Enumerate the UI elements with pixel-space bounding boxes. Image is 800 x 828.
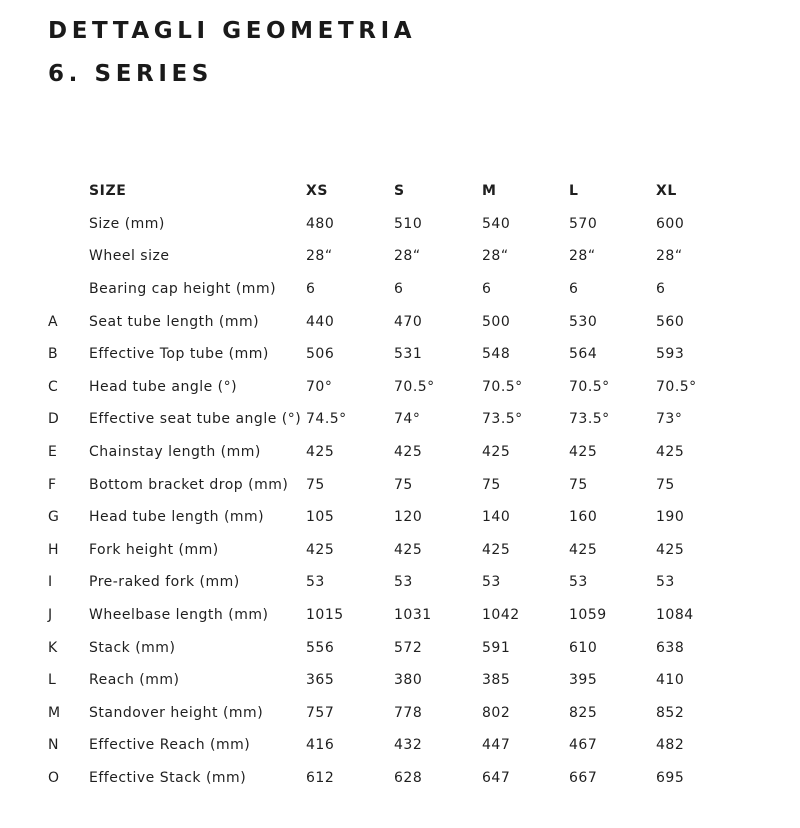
- cell-s: 75: [394, 476, 413, 493]
- cell-l: 53: [569, 574, 588, 591]
- table-row: [40, 371, 736, 404]
- cell-xs: 28“: [306, 248, 333, 265]
- cell-l: 425: [569, 541, 598, 558]
- cell-s: 425: [394, 444, 423, 461]
- cell-l: 395: [569, 672, 598, 689]
- row-label: Wheel size: [89, 248, 170, 265]
- cell-m: 425: [482, 541, 511, 558]
- row-letter: K: [48, 639, 58, 656]
- row-letter: I: [48, 574, 53, 591]
- cell-xl: 6: [656, 281, 666, 298]
- row-label: Effective Stack (mm): [89, 769, 247, 786]
- cell-xl: 600: [656, 215, 685, 232]
- row-letter: E: [48, 444, 58, 461]
- cell-xs: 757: [306, 704, 335, 721]
- cell-l: 6: [569, 281, 579, 298]
- row-label: Stack (mm): [89, 639, 176, 656]
- page-subtitle: 6. SERIES: [48, 61, 213, 87]
- row-label: Effective Reach (mm): [89, 737, 251, 754]
- cell-m: 75: [482, 476, 501, 493]
- cell-xl: 425: [656, 541, 685, 558]
- row-label: Head tube length (mm): [89, 509, 265, 526]
- cell-xs: 74.5°: [306, 411, 347, 428]
- cell-s: 28“: [394, 248, 421, 265]
- header-s: S: [394, 183, 405, 200]
- cell-xl: 695: [656, 769, 685, 786]
- cell-m: 140: [482, 509, 511, 526]
- cell-l: 73.5°: [569, 411, 610, 428]
- cell-m: 73.5°: [482, 411, 523, 428]
- table-row: [40, 403, 736, 436]
- table-row: [40, 697, 736, 730]
- header-l: L: [569, 183, 579, 200]
- row-letter: [40, 273, 89, 306]
- cell-s: 1031: [394, 607, 432, 624]
- cell-s: 6: [394, 281, 404, 298]
- cell-xs: 75: [306, 476, 325, 493]
- cell-l: 610: [569, 639, 598, 656]
- row-letter: L: [48, 672, 57, 689]
- cell-m: 70.5°: [482, 378, 523, 395]
- cell-xl: 53: [656, 574, 675, 591]
- cell-xl: 410: [656, 672, 685, 689]
- row-letter: [40, 208, 89, 241]
- cell-s: 70.5°: [394, 378, 435, 395]
- cell-s: 380: [394, 672, 423, 689]
- cell-xs: 506: [306, 346, 335, 363]
- row-label: Wheelbase length (mm): [89, 607, 269, 624]
- cell-m: 6: [482, 281, 492, 298]
- cell-xl: 560: [656, 313, 685, 330]
- row-letter: F: [48, 476, 57, 493]
- row-label: Effective seat tube angle (°): [89, 411, 302, 428]
- cell-xs: 365: [306, 672, 335, 689]
- table-body: [40, 208, 736, 795]
- cell-m: 647: [482, 769, 511, 786]
- row-letter: C: [48, 378, 59, 395]
- cell-xs: 70°: [306, 378, 333, 395]
- row-letter: O: [48, 769, 60, 786]
- row-letter: [40, 240, 89, 273]
- cell-s: 120: [394, 509, 423, 526]
- table-row: [40, 762, 736, 795]
- table-row: [40, 338, 736, 371]
- row-label: Pre-raked fork (mm): [89, 574, 240, 591]
- cell-s: 74°: [394, 411, 421, 428]
- cell-xs: 440: [306, 313, 335, 330]
- table-row: [40, 501, 736, 534]
- cell-xl: 638: [656, 639, 685, 656]
- cell-xl: 852: [656, 704, 685, 721]
- cell-m: 500: [482, 313, 511, 330]
- cell-l: 825: [569, 704, 598, 721]
- cell-m: 591: [482, 639, 511, 656]
- cell-s: 628: [394, 769, 423, 786]
- header-letter-cell: [40, 175, 89, 208]
- table-row: [40, 273, 736, 306]
- page-title: DETTAGLI GEOMETRIA: [48, 18, 417, 44]
- cell-xl: 73°: [656, 411, 683, 428]
- table-row: [40, 729, 736, 762]
- row-label: Fork height (mm): [89, 541, 219, 558]
- table-row: [40, 468, 736, 501]
- row-label: Bottom bracket drop (mm): [89, 476, 289, 493]
- cell-xs: 556: [306, 639, 335, 656]
- cell-m: 385: [482, 672, 511, 689]
- cell-xl: 190: [656, 509, 685, 526]
- table-row: [40, 436, 736, 469]
- cell-l: 75: [569, 476, 588, 493]
- cell-s: 572: [394, 639, 423, 656]
- row-letter: D: [48, 411, 60, 428]
- cell-s: 53: [394, 574, 413, 591]
- table-row: [40, 599, 736, 632]
- cell-s: 432: [394, 737, 423, 754]
- table-row: [40, 534, 736, 567]
- header-xs: XS: [306, 183, 329, 200]
- cell-m: 802: [482, 704, 511, 721]
- table-row: [40, 305, 736, 338]
- header-size: SIZE: [89, 183, 127, 200]
- table-row: [40, 208, 736, 241]
- cell-m: 425: [482, 444, 511, 461]
- cell-m: 1042: [482, 607, 520, 624]
- row-label: Effective Top tube (mm): [89, 346, 269, 363]
- cell-m: 53: [482, 574, 501, 591]
- cell-l: 160: [569, 509, 598, 526]
- cell-l: 1059: [569, 607, 607, 624]
- row-label: Chainstay length (mm): [89, 444, 261, 461]
- cell-l: 467: [569, 737, 598, 754]
- cell-s: 778: [394, 704, 423, 721]
- cell-s: 531: [394, 346, 423, 363]
- table-row: [40, 566, 736, 599]
- cell-xs: 53: [306, 574, 325, 591]
- cell-l: 28“: [569, 248, 596, 265]
- cell-l: 667: [569, 769, 598, 786]
- cell-l: 564: [569, 346, 598, 363]
- row-label: Size (mm): [89, 215, 165, 232]
- row-label: Bearing cap height (mm): [89, 281, 277, 298]
- cell-xl: 70.5°: [656, 378, 697, 395]
- row-letter: N: [48, 737, 59, 754]
- row-label: Standover height (mm): [89, 704, 264, 721]
- table-row: [40, 240, 736, 273]
- cell-l: 530: [569, 313, 598, 330]
- table-header-row: [40, 175, 736, 208]
- cell-xl: 482: [656, 737, 685, 754]
- cell-xs: 416: [306, 737, 335, 754]
- cell-m: 548: [482, 346, 511, 363]
- header-xl: XL: [656, 183, 677, 200]
- cell-xs: 105: [306, 509, 335, 526]
- geometry-table: [40, 175, 736, 794]
- row-label: Reach (mm): [89, 672, 180, 689]
- cell-l: 570: [569, 215, 598, 232]
- cell-m: 540: [482, 215, 511, 232]
- cell-xl: 28“: [656, 248, 683, 265]
- row-letter: G: [48, 509, 60, 526]
- cell-m: 28“: [482, 248, 509, 265]
- row-letter: B: [48, 346, 59, 363]
- table-row: [40, 631, 736, 664]
- cell-xl: 593: [656, 346, 685, 363]
- cell-s: 510: [394, 215, 423, 232]
- table-row: [40, 664, 736, 697]
- cell-xs: 480: [306, 215, 335, 232]
- row-letter: M: [48, 704, 61, 721]
- cell-xs: 612: [306, 769, 335, 786]
- row-letter: H: [48, 541, 60, 558]
- cell-m: 447: [482, 737, 511, 754]
- cell-l: 70.5°: [569, 378, 610, 395]
- row-letter: J: [48, 607, 53, 624]
- row-label: Seat tube length (mm): [89, 313, 260, 330]
- cell-xl: 1084: [656, 607, 694, 624]
- cell-xs: 425: [306, 541, 335, 558]
- cell-s: 470: [394, 313, 423, 330]
- cell-xs: 425: [306, 444, 335, 461]
- cell-s: 425: [394, 541, 423, 558]
- cell-l: 425: [569, 444, 598, 461]
- cell-xs: 1015: [306, 607, 344, 624]
- cell-xl: 75: [656, 476, 675, 493]
- header-m: M: [482, 183, 497, 200]
- cell-xs: 6: [306, 281, 316, 298]
- cell-xl: 425: [656, 444, 685, 461]
- row-letter: A: [48, 313, 59, 330]
- row-label: Head tube angle (°): [89, 378, 238, 395]
